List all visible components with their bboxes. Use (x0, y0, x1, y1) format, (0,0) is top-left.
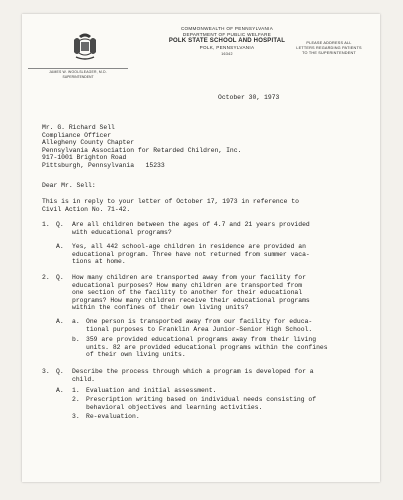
question-number: 2. (42, 274, 50, 281)
answer-text (72, 243, 352, 266)
letterhead-title: POLK STATE SCHOOL AND HOSPITAL (168, 38, 286, 44)
question-number: 1. (42, 221, 50, 228)
question-line: child. (72, 375, 96, 383)
letter-page (22, 14, 380, 482)
intro-line: This is in reply to your letter of October 17, 1973 in reference to (42, 198, 299, 205)
sub-answer-line: units. 82 are provided educational programs within the confines (86, 343, 328, 351)
sub-answer-line: One person is transported away from our facility for educa- (86, 318, 313, 325)
address-line: Pittsburgh, Pennsylvania 15233 (42, 161, 165, 169)
sub-answer-text (86, 318, 346, 333)
question-line: How many children are transported away from your facility for (72, 274, 306, 281)
intro-paragraph (42, 198, 342, 213)
superintendent-block (28, 68, 128, 79)
question-line: educational purposes? How many children are transported from (72, 281, 303, 289)
intro-line: Civil Action No. 71-42. (42, 205, 131, 213)
superintendent-title: SUPERINTENDENT (62, 74, 94, 79)
step-number: 2. (72, 396, 80, 403)
answer-label: A. (56, 387, 64, 394)
step-line: Prescription writing based on individual needs consisting of (86, 396, 317, 403)
question-number: 3. (42, 368, 50, 375)
answer-line: Yes, all 442 school-age children in residence are provided an (72, 243, 306, 250)
letterhead-line: 16342 (221, 52, 233, 56)
sub-answer-label: b. (72, 336, 80, 343)
step-text (86, 387, 346, 395)
letterhead-line: DEPARTMENT OF PUBLIC WELFARE (182, 32, 272, 37)
address-line: Compliance Officer (42, 131, 112, 139)
step-text (86, 396, 346, 411)
address-line: Mr. G. Richard Sell (42, 124, 115, 131)
step-line: Evaluation and initial assessment. (86, 387, 217, 394)
question-text (72, 368, 352, 383)
sub-answer-text (86, 336, 346, 359)
letter-date: October 30, 1973 (218, 94, 280, 101)
address-line: Pennsylvania Association for Retarded Children, Inc. (42, 146, 242, 154)
question-label: Q. (56, 368, 64, 375)
sub-answer-line: 359 are provided educational programs away from their living (86, 336, 317, 343)
salutation: Dear Mr. Sell: (42, 182, 96, 189)
sub-answer-label: a. (72, 318, 80, 325)
answer-label: A. (56, 318, 64, 325)
address-instructions-line: TO THE SUPERINTENDENT (302, 51, 356, 55)
address-instructions-line: LETTERS REGARDING PATIENTS (296, 46, 362, 50)
step-text (86, 413, 346, 421)
question-text (72, 274, 352, 312)
step-line: behavioral objectives and learning activities. (86, 403, 263, 411)
letterhead-line: POLK, PENNSYLVANIA (199, 45, 255, 50)
question-label: Q. (56, 221, 64, 228)
question-line: within the confines of their own living units? (72, 304, 249, 312)
step-number: 1. (72, 387, 80, 394)
sub-answer-line: of their own living units. (86, 351, 186, 359)
step-number: 3. (72, 413, 80, 420)
question-line: Describe the process through which a program is developed for a (72, 368, 314, 375)
step-line: Re-evaluation. (86, 413, 140, 420)
question-text (72, 221, 352, 236)
question-label: Q. (56, 274, 64, 281)
answer-line: tions at home. (72, 258, 126, 266)
address-line: Allegheny County Chapter (42, 139, 135, 147)
question-line: programs? How many children receive their educational programs (72, 296, 310, 304)
question-line: with educational programs? (72, 228, 172, 236)
letterhead-line: COMMONWEALTH OF PENNSYLVANIA (180, 26, 274, 31)
address-line: 917-1001 Brighton Road (42, 154, 127, 162)
recipient-address (42, 124, 241, 170)
sub-answer-line: tional purposes to Franklin Area Junior-Senior High School. (86, 325, 313, 333)
address-instructions-line: PLEASE ADDRESS ALL (306, 41, 352, 45)
answer-line: educational program. Three have not returned from summer vaca- (72, 250, 310, 258)
address-instructions (284, 41, 374, 56)
state-seal-icon (68, 30, 102, 64)
answer-label: A. (56, 243, 64, 250)
question-line: Are all children between the ages of 4.7 and 21 years provided (72, 221, 310, 228)
question-line: one section of the facility to another for their educational (72, 289, 303, 297)
superintendent-name: JAMES W. WOOLSLEAGER, M.D. (28, 68, 128, 75)
